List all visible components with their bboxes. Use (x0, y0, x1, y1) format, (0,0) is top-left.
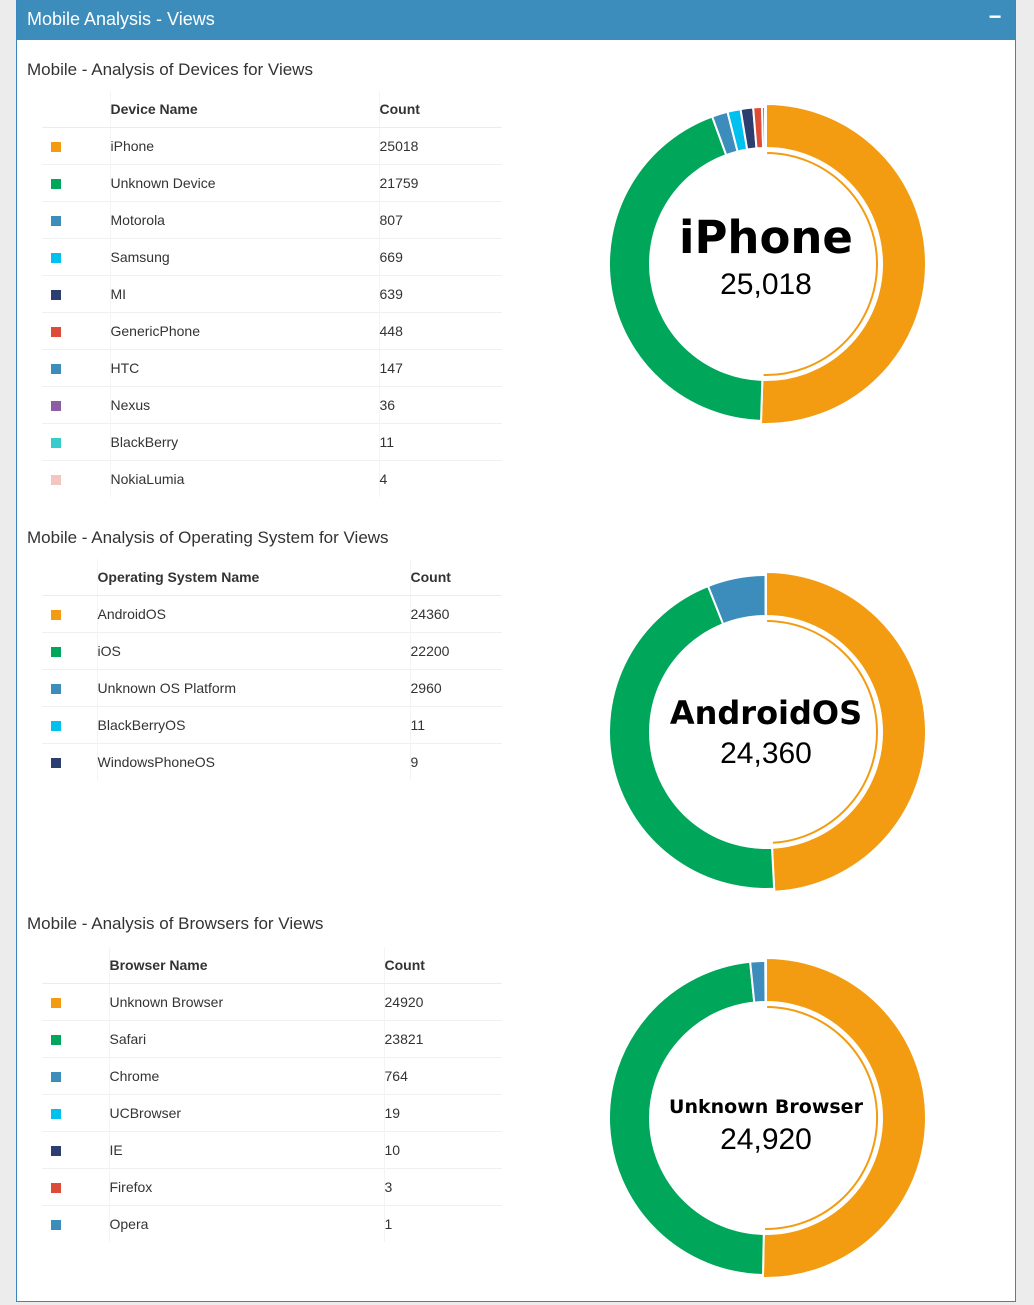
legend-swatch (51, 327, 61, 337)
table-row (42, 1021, 502, 1058)
row-count: 764 (384, 1058, 502, 1095)
legend-swatch-cell (42, 128, 110, 165)
legend-swatch-cell (42, 202, 110, 239)
legend-swatch-cell (42, 670, 97, 707)
row-name: Safari (109, 1021, 384, 1058)
legend-swatch-cell (42, 313, 110, 350)
count-column-header: Count (384, 947, 502, 984)
row-name: Nexus (110, 387, 379, 424)
legend-swatch-cell (42, 165, 110, 202)
count-column-header: Count (410, 559, 502, 596)
row-count: 24360 (410, 596, 502, 633)
donut-slice-iphone[interactable] (761, 104, 926, 424)
legend-swatch (51, 1035, 61, 1045)
devices-donut-chart (605, 103, 927, 425)
table-row (42, 1132, 502, 1169)
row-count: 11 (379, 424, 502, 461)
name-column-header: Device Name (110, 91, 379, 128)
browsers-table (42, 947, 502, 1242)
name-column-header: Browser Name (109, 947, 384, 984)
row-count: 4 (379, 461, 502, 498)
table-row (42, 1169, 502, 1206)
row-name: Unknown OS Platform (97, 670, 410, 707)
row-name: UCBrowser (109, 1095, 384, 1132)
legend-swatch-cell (42, 1021, 109, 1058)
row-count: 36 (379, 387, 502, 424)
row-count: 23821 (384, 1021, 502, 1058)
legend-swatch-cell (42, 633, 97, 670)
row-name: HTC (110, 350, 379, 387)
legend-swatch-cell (42, 744, 97, 781)
os-table (42, 559, 502, 780)
legend-swatch (51, 758, 61, 768)
row-name: Opera (109, 1206, 384, 1243)
row-count: 639 (379, 276, 502, 313)
row-count: 807 (379, 202, 502, 239)
legend-swatch (51, 1183, 61, 1193)
legend-swatch-cell (42, 1206, 109, 1243)
legend-swatch-cell (42, 707, 97, 744)
table-row (42, 707, 502, 744)
legend-swatch-cell (42, 387, 110, 424)
row-count: 147 (379, 350, 502, 387)
row-name: iPhone (110, 128, 379, 165)
donut-center-label: Unknown Browser (669, 1096, 863, 1118)
table-row (42, 1206, 502, 1243)
row-name: Unknown Device (110, 165, 379, 202)
row-name: iOS (97, 633, 410, 670)
legend-swatch-cell (42, 1095, 109, 1132)
row-count: 10 (384, 1132, 502, 1169)
donut-slice-safari[interactable] (609, 962, 764, 1275)
legend-swatch-cell (42, 461, 110, 498)
legend-swatch-cell (42, 1058, 109, 1095)
row-count: 11 (410, 707, 502, 744)
legend-swatch (51, 684, 61, 694)
panel-header (17, 0, 1015, 40)
legend-swatch (51, 401, 61, 411)
donut-center-label: AndroidOS (669, 694, 863, 732)
legend-swatch-cell (42, 424, 110, 461)
donut-center-value: 25,018 (720, 268, 812, 301)
row-name: Motorola (110, 202, 379, 239)
legend-swatch (51, 721, 61, 731)
table-row (42, 461, 502, 498)
row-count: 25018 (379, 128, 502, 165)
table-row (42, 202, 502, 239)
count-column-header: Count (379, 91, 502, 128)
table-row (42, 128, 502, 165)
section-title: Mobile - Analysis of Operating System for Views (27, 528, 389, 547)
legend-swatch-cell (42, 239, 110, 276)
row-count: 1 (384, 1206, 502, 1243)
name-column-header: Operating System Name (97, 559, 410, 596)
legend-swatch (51, 253, 61, 263)
swatch-header (42, 91, 110, 128)
row-count: 2960 (410, 670, 502, 707)
section-title: Mobile - Analysis of Browsers for Views (27, 914, 324, 933)
row-name: WindowsPhoneOS (97, 744, 410, 781)
table-row (42, 276, 502, 313)
legend-swatch (51, 179, 61, 189)
table-row (42, 633, 502, 670)
row-name: BlackBerryOS (97, 707, 410, 744)
table-row (42, 670, 502, 707)
row-name: Chrome (109, 1058, 384, 1095)
devices-table (42, 91, 502, 497)
legend-swatch (51, 290, 61, 300)
legend-swatch (51, 998, 61, 1008)
section-title: Mobile - Analysis of Devices for Views (27, 60, 313, 79)
legend-swatch (51, 216, 61, 226)
row-count: 9 (410, 744, 502, 781)
legend-swatch (51, 1109, 61, 1119)
table-row (42, 387, 502, 424)
row-count: 669 (379, 239, 502, 276)
legend-swatch-cell (42, 350, 110, 387)
donut-center-value: 24,360 (720, 737, 812, 770)
legend-swatch (51, 438, 61, 448)
panel-title: Mobile Analysis - Views (27, 9, 215, 29)
swatch-header (42, 559, 97, 596)
legend-swatch-cell (42, 596, 97, 633)
legend-swatch-cell (42, 1169, 109, 1206)
row-name: Firefox (109, 1169, 384, 1206)
donut-center-label: iPhone (679, 211, 853, 264)
legend-swatch (51, 1220, 61, 1230)
row-name: Samsung (110, 239, 379, 276)
donut-slice-unknown-browser[interactable] (763, 958, 926, 1278)
row-name: IE (109, 1132, 384, 1169)
row-name: NokiaLumia (110, 461, 379, 498)
row-name: MI (110, 276, 379, 313)
table-row (42, 239, 502, 276)
table-row (42, 596, 502, 633)
table-row (42, 744, 502, 781)
row-name: GenericPhone (110, 313, 379, 350)
legend-swatch (51, 475, 61, 485)
legend-swatch-cell (42, 1132, 109, 1169)
browsers-donut-chart (605, 957, 927, 1279)
table-row (42, 424, 502, 461)
table-row (42, 984, 502, 1021)
table-row (42, 1095, 502, 1132)
legend-swatch (51, 364, 61, 374)
row-count: 22200 (410, 633, 502, 670)
legend-swatch (51, 142, 61, 152)
table-row (42, 1058, 502, 1095)
swatch-header (42, 947, 109, 984)
legend-swatch (51, 1072, 61, 1082)
mobile-analysis-panel (16, 0, 1016, 1302)
row-name: AndroidOS (97, 596, 410, 633)
row-count: 3 (384, 1169, 502, 1206)
row-count: 448 (379, 313, 502, 350)
table-row (42, 350, 502, 387)
legend-swatch-cell (42, 276, 110, 313)
donut-center-value: 24,920 (720, 1123, 812, 1156)
minus-icon[interactable]: − (988, 4, 1002, 29)
table-row (42, 313, 502, 350)
os-donut-chart (605, 571, 927, 893)
legend-swatch-cell (42, 984, 109, 1021)
table-row (42, 165, 502, 202)
row-name: BlackBerry (110, 424, 379, 461)
row-name: Unknown Browser (109, 984, 384, 1021)
row-count: 24920 (384, 984, 502, 1021)
row-count: 21759 (379, 165, 502, 202)
legend-swatch (51, 647, 61, 657)
row-count: 19 (384, 1095, 502, 1132)
legend-swatch (51, 1146, 61, 1156)
legend-swatch (51, 610, 61, 620)
